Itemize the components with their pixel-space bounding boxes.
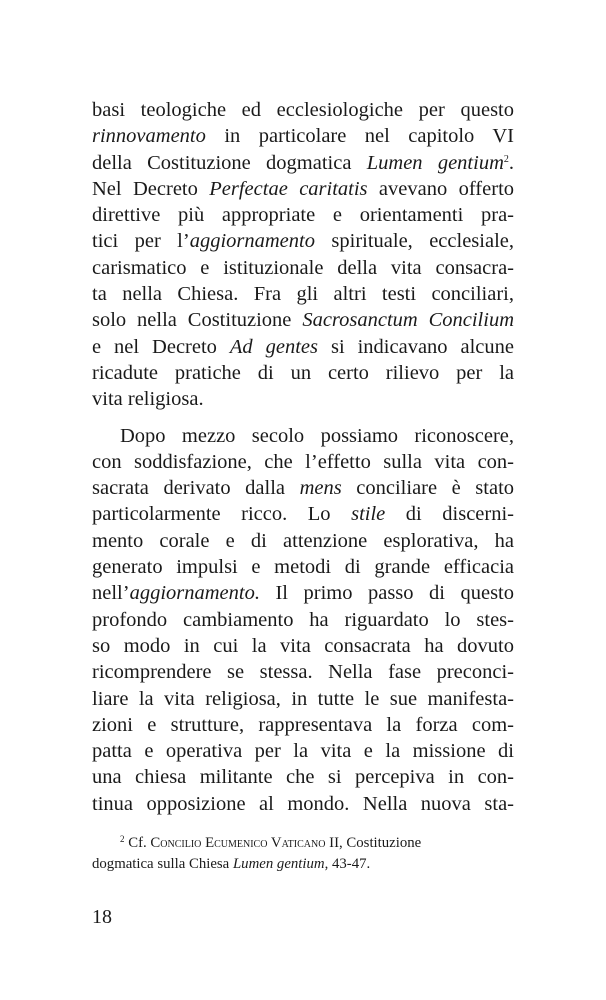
page-number: 18: [92, 906, 112, 928]
italic-term: Lumen gentium: [366, 151, 504, 174]
text-span: tici per l’: [92, 230, 190, 253]
footnote: [92, 833, 514, 875]
italic-term: stile: [351, 503, 386, 526]
text-line: [92, 554, 514, 580]
text-span: spirituale, ecclesiale,: [331, 230, 514, 253]
text-line: [92, 659, 514, 685]
italic-term: Perfectae caritatis: [209, 177, 368, 200]
paragraph: [92, 97, 514, 413]
text-line: [92, 97, 514, 123]
italic-term: Lumen gentium: [232, 856, 325, 872]
text-line: [92, 712, 514, 738]
text-line: [92, 255, 514, 281]
text-span: particolarmente ricco. Lo: [92, 503, 331, 526]
italic-term: aggiornamento.: [129, 582, 260, 605]
text-line: [92, 501, 514, 527]
italic-term: Sacrosanctum Concilium: [302, 309, 515, 332]
text-span: mento corale e di attenzione esplorativa, ha: [92, 529, 514, 552]
text-line: [92, 449, 514, 475]
text-line: [92, 281, 514, 307]
text-line: [92, 607, 514, 633]
text-line: [92, 202, 514, 228]
text-line: [92, 791, 514, 817]
text-span: Cf.: [128, 835, 147, 851]
text-span: carismatico e istituzionale della vita consacra-: [92, 256, 514, 279]
text-line: [92, 360, 514, 386]
text-line: [92, 423, 514, 449]
text-span: Nel Decreto: [92, 177, 198, 200]
paragraph-gap: [92, 413, 514, 423]
text-span: avevano offerto: [378, 177, 515, 200]
text-span: .: [508, 151, 514, 174]
text-span: in particolare nel capitolo VI: [224, 125, 515, 148]
text-span: una chiesa militante che si percepiva in con-: [92, 766, 514, 789]
paragraph: [92, 423, 514, 817]
italic-term: Ad gentes: [229, 335, 319, 358]
italic-term: aggiornamento: [189, 230, 315, 253]
text-span: , Costituzione: [339, 835, 422, 851]
text-span: profondo cambiamento ha riguardato lo stes-: [92, 608, 514, 631]
text-span: si indicavano alcune: [330, 335, 515, 358]
text-span: Dopo mezzo secolo possiamo riconoscere,: [120, 424, 514, 447]
text-span: liare la vita religiosa, in tutte le sue manifesta-: [92, 687, 514, 710]
text-span: Il primo passo di questo: [275, 582, 514, 605]
text-line: [92, 176, 514, 202]
text-line: [92, 334, 514, 360]
text-span: generato impulsi e metodi di grande efficacia: [92, 556, 514, 579]
text-span: conciliare è stato: [356, 477, 515, 500]
text-line: [92, 764, 514, 790]
text-line: [92, 228, 514, 254]
italic-term: rinnovamento: [92, 125, 206, 148]
text-span: ricomprendere se stessa. Nella fase preconci-: [92, 661, 514, 684]
text-line: [92, 475, 514, 501]
text-line: [92, 150, 514, 176]
text-span: direttive più appropriate e orientamenti pra-: [92, 204, 514, 227]
text-span: zioni e strutture, rappresentava la forza com-: [92, 713, 514, 736]
text-span: ricadute pratiche di un certo rilievo per la: [92, 361, 514, 384]
text-line: [92, 123, 514, 149]
text-span: patta e operativa per la vita e la missione di: [92, 740, 514, 763]
text-line: [92, 386, 514, 412]
text-line: [92, 738, 514, 764]
text-line: [92, 528, 514, 554]
text-span: ta nella Chiesa. Fra gli altri testi conciliari,: [92, 283, 514, 306]
text-span: sacrata derivato dalla: [92, 477, 286, 500]
italic-term: mens: [299, 477, 342, 500]
text-span: so modo in cui la vita consacrata ha dovuto: [92, 634, 514, 657]
text-span: di discerni-: [405, 503, 514, 526]
footnote-reference: 2: [503, 153, 509, 165]
text-span: della Costituzione dogmatica: [92, 151, 352, 174]
text-span: vita religiosa.: [92, 388, 204, 411]
text-line: [92, 686, 514, 712]
footnote-line: [92, 854, 514, 875]
author-name: Concilio Ecumenico Vaticano II: [150, 835, 340, 851]
text-line: [92, 307, 514, 333]
text-span: tinua opposizione al mondo. Nella nuova sta-: [92, 792, 514, 815]
footnote-line: [92, 833, 514, 854]
text-span: , 43-47.: [324, 856, 371, 872]
body-text: [92, 97, 514, 817]
text-line: [92, 580, 514, 606]
text-span: solo nella Costituzione: [92, 309, 292, 332]
text-span: con soddisfazione, che l’effetto sulla vita con-: [92, 450, 514, 473]
text-span: dogmatica sulla Chiesa: [92, 856, 230, 872]
text-span: nell’: [92, 582, 130, 605]
text-line: [92, 633, 514, 659]
text-span: e nel Decreto: [92, 335, 217, 358]
text-span: basi teologiche ed ecclesiologiche per questo: [92, 99, 514, 121]
footnote-number: 2: [120, 834, 125, 844]
